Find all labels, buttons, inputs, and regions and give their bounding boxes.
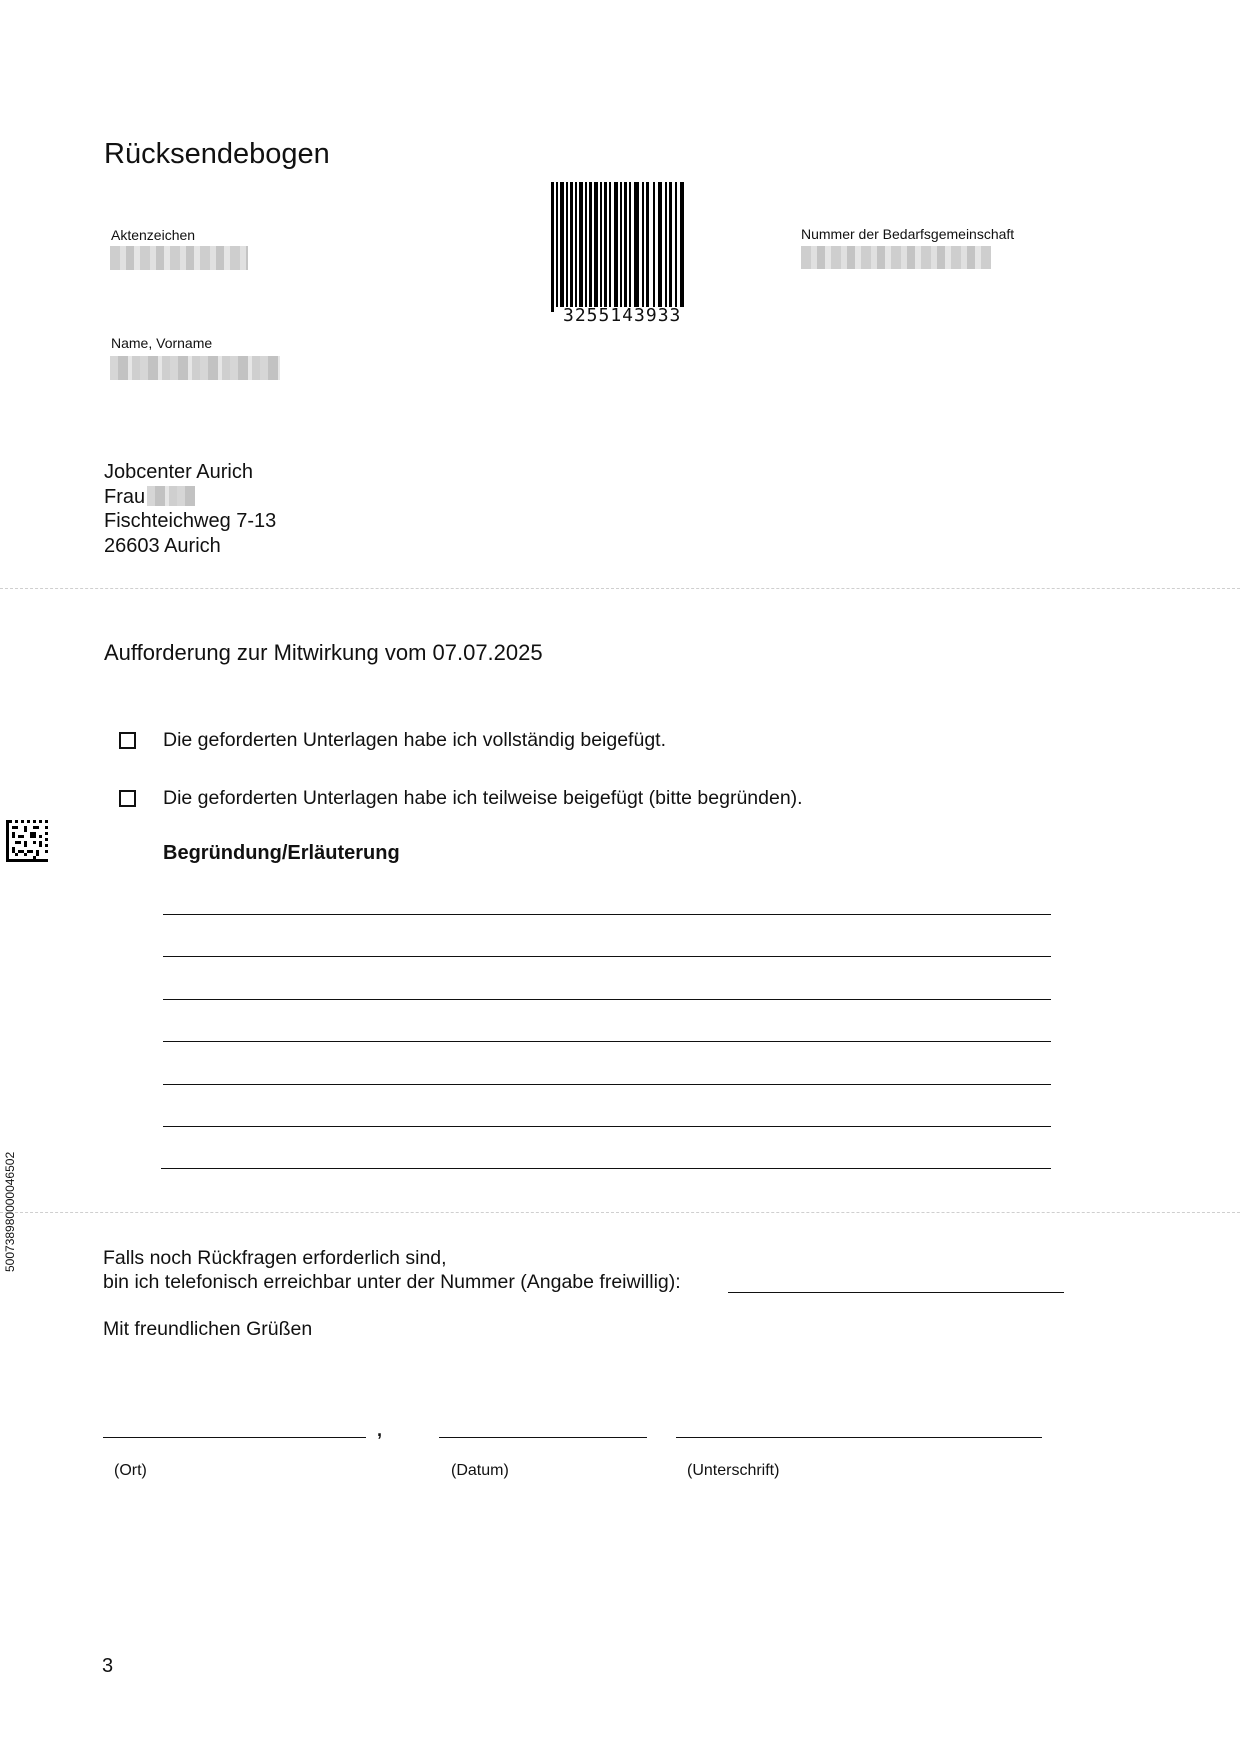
reason-line[interactable] <box>161 1168 1051 1169</box>
contact-line-2: bin ich telefonisch erreichbar unter der Nummer (Angabe freiwillig): <box>103 1271 681 1293</box>
aktenzeichen-value-redacted <box>110 246 248 270</box>
barcode-number: 3255143933 <box>563 305 682 326</box>
reason-heading: Begründung/Erläuterung <box>163 842 400 864</box>
unterschrift-line[interactable] <box>676 1437 1042 1438</box>
address-line-2: Frau <box>104 485 276 510</box>
bedarfsgemeinschaft-label: Nummer der Bedarfsgemeinschaft <box>801 226 1015 242</box>
reason-line[interactable] <box>163 1126 1051 1127</box>
unterschrift-caption: (Unterschrift) <box>687 1462 780 1479</box>
page-number: 3 <box>102 1655 114 1677</box>
barcode <box>551 182 686 312</box>
name-label: Name, Vorname <box>111 335 213 351</box>
contact-name-redacted <box>147 486 195 506</box>
signature-comma: , <box>377 1420 383 1440</box>
fold-line <box>0 588 1240 589</box>
phone-number-line[interactable] <box>728 1292 1064 1293</box>
datamatrix-code <box>6 820 48 862</box>
reason-line[interactable] <box>163 1041 1051 1042</box>
contact-text <box>103 1246 681 1294</box>
name-value-redacted <box>110 356 280 380</box>
closing-text: Mit freundlichen Grüßen <box>103 1318 313 1340</box>
checkbox-complete[interactable] <box>119 732 136 749</box>
datum-caption: (Datum) <box>451 1462 509 1479</box>
fold-line <box>0 1212 1240 1213</box>
address-line-3: Fischteichweg 7-13 <box>104 510 277 532</box>
option-complete-label: Die geforderten Unterlagen habe ich vollständig beigefügt. <box>163 729 667 751</box>
recipient-address <box>104 460 276 558</box>
contact-line-1: Falls noch Rückfragen erforderlich sind, <box>103 1247 447 1269</box>
aktenzeichen-label: Aktenzeichen <box>111 227 196 243</box>
address-line-4: 26603 Aurich <box>104 534 221 557</box>
bedarfsgemeinschaft-value-redacted <box>801 246 991 269</box>
reason-line[interactable] <box>163 956 1051 957</box>
page-title: Rücksendebogen <box>104 138 330 170</box>
address-line-1: Jobcenter Aurich <box>104 461 253 483</box>
checkbox-partial[interactable] <box>119 790 136 807</box>
ort-line[interactable] <box>103 1437 366 1438</box>
side-code: 500738980000046502 <box>3 1151 17 1272</box>
reason-line[interactable] <box>163 1084 1051 1085</box>
reason-line[interactable] <box>163 914 1051 915</box>
reason-line[interactable] <box>163 999 1051 1000</box>
option-partial-label: Die geforderten Unterlagen habe ich teilweise beigefügt (bitte begründen). <box>163 787 803 809</box>
ort-caption: (Ort) <box>114 1462 147 1479</box>
datum-line[interactable] <box>439 1437 647 1438</box>
subject: Aufforderung zur Mitwirkung vom 07.07.2025 <box>104 640 543 665</box>
